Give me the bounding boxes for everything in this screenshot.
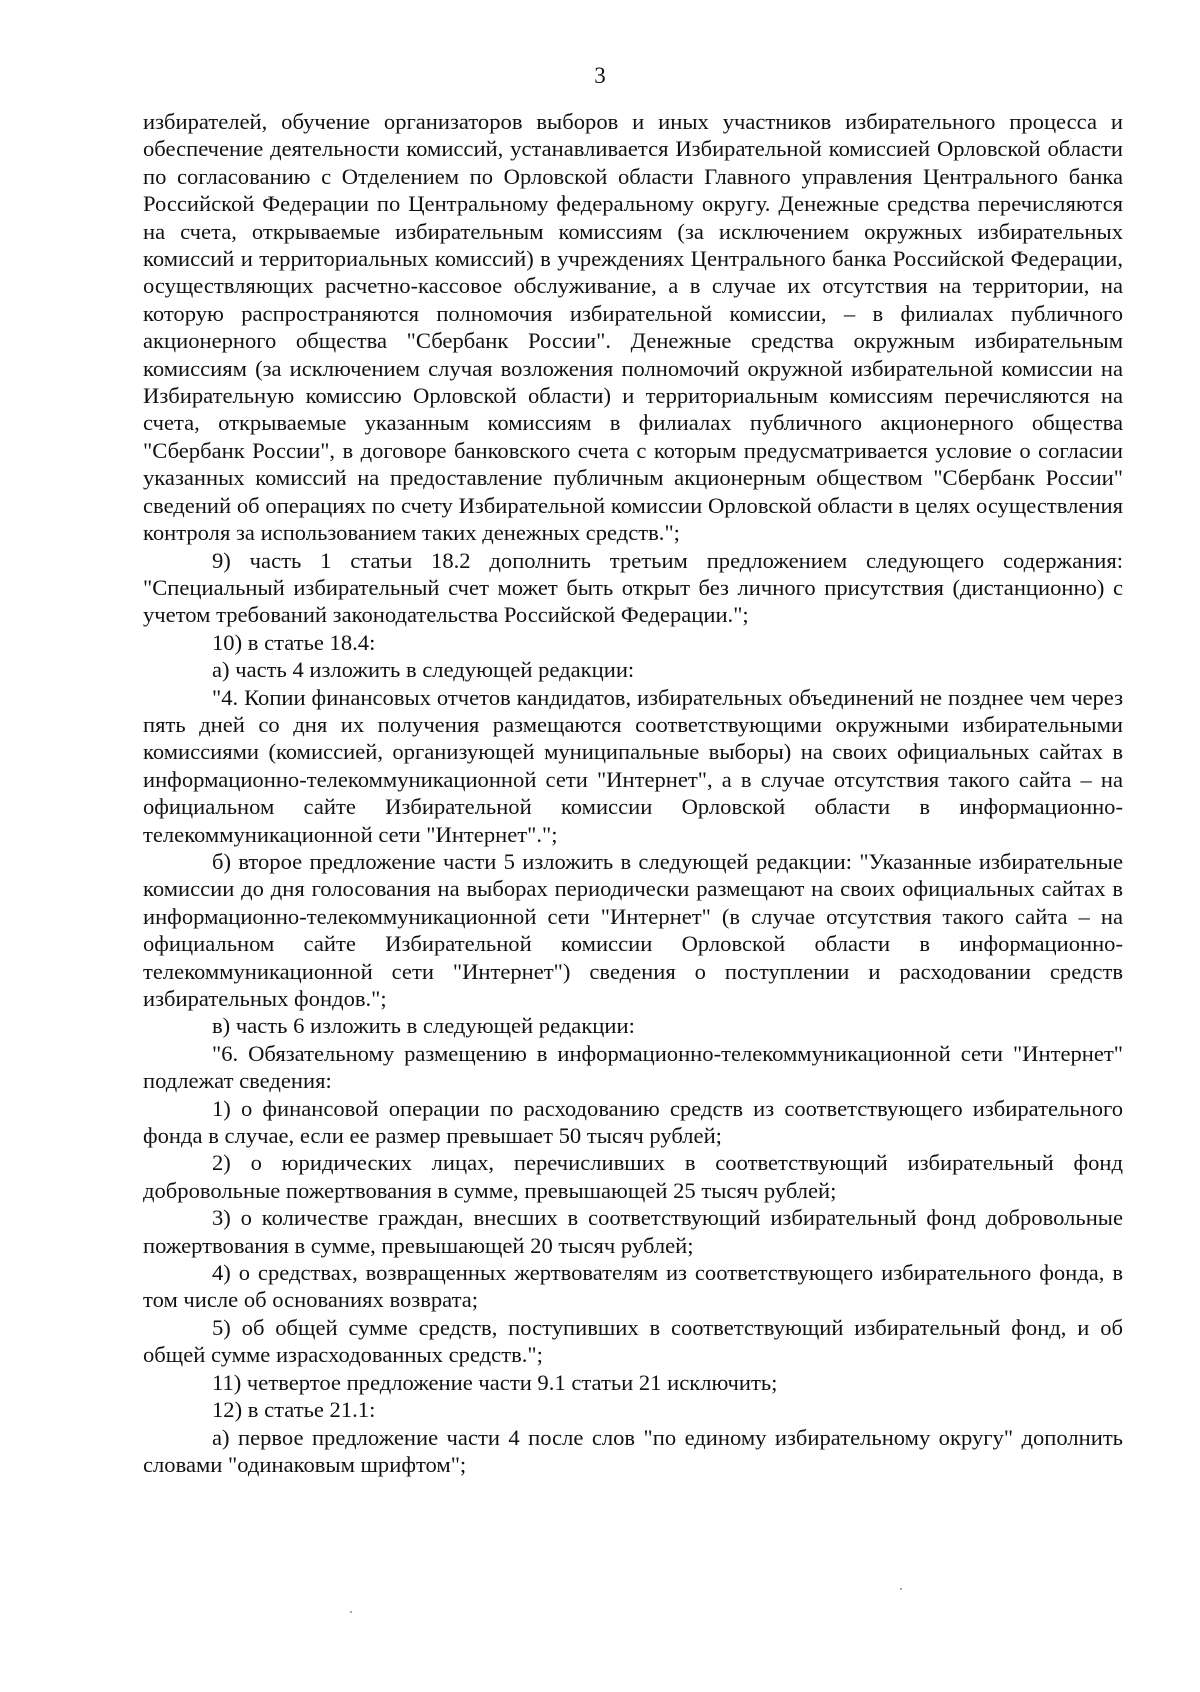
list-item-4: 4) о средствах, возвращенных жертвователям из соответствующего избирательного фонда, в том числе об основаниях возврата;: [143, 1260, 1123, 1313]
document-body: [143, 108, 1123, 1478]
paragraph-part-4-text: "4. Копии финансовых отчетов кандидатов, избирательных объединений не позднее чем через пять дней со дня их получения размещаются соответствующими окружными избирательными комиссиями (комиссией, организующей муниципальные выборы) на своих официальных сайтах в информационно-телекоммуникационной сети "Интернет", а в случае отсутствия такого сайта – на официальном сайте Избирательной комиссии Орловской области в информационно-телекоммуникационной сети "Интернет".";: [143, 684, 1123, 847]
paragraph-item-9: 9) часть 1 статьи 18.2 дополнить третьим предложением следующего содержания: "Специальный избирательный счет может быть открыт без личного присутствия (дистанционно) с учетом требований законодательства Российской Федерации.";: [143, 547, 1123, 628]
paragraph-item-12-a: а) первое предложение части 4 после слов "по единому избирательному округу" дополнить словами "одинаковым шрифтом";: [143, 1424, 1123, 1477]
paragraph-continuation: избирателей, обучение организаторов выборов и иных участников избирательного процесса и обеспечение деятельности комиссий, устанавливается Избирательной комиссией Орловской области по согласованию с Отделением по Орловской области Главного управления Центрального банка Российской Федерации по Центральному федеральному округу. Денежные средства перечисляются на счета, открываемые избирательным комиссиям (за исключением окружных избирательных комиссий и территориальных комиссий) в учреждениях Центрального банка Российской Федерации, осуществляющих расчетно-кассовое обслуживание, а в случае их отсутствия на территории, на которую распространяются полномочия избирательной комиссии, – в филиалах публичного акционерного общества "Сбербанк России". Денежные средства окружным избирательным комиссиям (за исключением случая возложения полномочий окружной избирательной комиссии на Избирательную комиссию Орловской области) и территориальным комиссиям перечисляются на счета, открываемые указанным комиссиям в филиалах публичного акционерного общества "Сбербанк России", в договоре банковского счета с которым предусматривается условие о согласии указанных комиссий на предоставление публичным акционерным обществом "Сбербанк России" сведений об операциях по счету Избирательной комиссии Орловской области в целях осуществления контроля за использованием таких денежных средств.";: [143, 109, 1123, 546]
list-item-1: 1) о финансовой операции по расходованию средств из соответствующего избирательного фонда в случае, если ее размер превышает 50 тысяч рублей;: [143, 1095, 1123, 1149]
paragraph-subitem-a: а) часть 4 изложить в следующей редакции:: [212, 657, 635, 683]
scan-speck: [900, 1588, 902, 1590]
paragraph-subitem-b: б) второе предложение части 5 изложить в следующей редакции: "Указанные избирательные комиссии до дня голосования на выборах периодически размещают на своих официальных сайтах в информационно-телекоммуникационной сети "Интернет" (в случае отсутствия такого сайта – на официальном сайте Избирательной комиссии Орловской области в информационно-телекоммуникационной сети "Интернет") сведения о поступлении и расходовании средств избирательных фондов.";: [143, 848, 1123, 1011]
paragraph-item-11: 11) четвертое предложение части 9.1 статьи 21 исключить;: [212, 1369, 778, 1395]
page-number: 3: [594, 63, 606, 88]
paragraph-item-10: 10) в статье 18.4:: [212, 629, 376, 655]
list-item-2: 2) о юридических лицах, перечисливших в соответствующий избирательный фонд добровольные пожертвования в сумме, превышающей 25 тысяч рублей;: [143, 1150, 1123, 1203]
paragraph-subitem-v: в) часть 6 изложить в следующей редакции:: [212, 1013, 635, 1039]
paragraph-part-6-text: "6. Обязательному размещению в информационно-телекоммуникационной сети "Интернет" подлежат сведения:: [143, 1040, 1123, 1094]
list-item-3: 3) о количестве граждан, внесших в соответствующий избирательный фонд добровольные пожертвования в сумме, превышающей 20 тысяч рублей;: [143, 1205, 1123, 1258]
scan-speck: [350, 1611, 352, 1613]
paragraph-item-12: 12) в статье 21.1:: [212, 1397, 376, 1423]
list-item-5: 5) об общей сумме средств, поступивших в соответствующий избирательный фонд, и об общей сумме израсходованных средств.";: [143, 1314, 1123, 1368]
